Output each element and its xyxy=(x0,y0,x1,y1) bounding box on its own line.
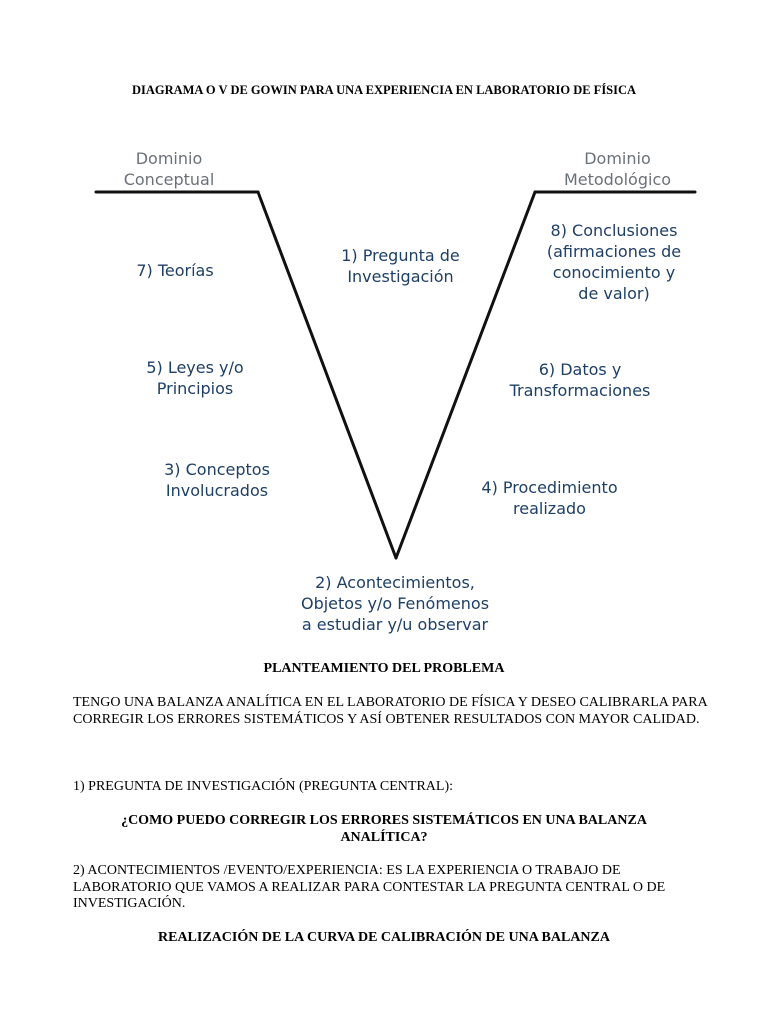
question-label: 1) PREGUNTA DE INVESTIGACIÓN (PREGUNTA CENTRAL): xyxy=(73,779,454,794)
calibration-heading: REALIZACIÓN DE LA CURVA DE CALIBRACIÓN DE UNA BALANZA xyxy=(158,930,610,945)
problem-paragraph: TENGO UNA BALANZA ANALÍTICA EN EL LABORATORIO DE FÍSICA Y DESEO CALIBRARLA PARA CORREGIR LOS ERRORES SISTEMÁTICOS Y ASÍ OBTENER RESULTADOS CON MAYOR CALIDAD. xyxy=(73,695,707,727)
label-datos: 6) Datos y Transformaciones xyxy=(509,360,651,400)
label-pregunta: 1) Pregunta de Investigación xyxy=(341,246,460,286)
label-procedimiento: 4) Procedimiento realizado xyxy=(481,478,618,518)
label-conceptos: 3) Conceptos Involucrados xyxy=(164,460,270,500)
central-question: ¿COMO PUEDO CORREGIR LOS ERRORES SISTEMÁTICOS EN UNA BALANZA ANALÍTICA? xyxy=(121,813,647,845)
label-teorias: 7) Teorías xyxy=(136,261,214,280)
domain-conceptual-label: Dominio Conceptual xyxy=(123,149,215,189)
domain-methodological-label: Dominio Metodológico xyxy=(563,149,672,189)
label-conclusiones: 8) Conclusiones (afirmaciones de conocimiento y de valor) xyxy=(546,221,682,303)
problem-heading: PLANTEAMIENTO DEL PROBLEMA xyxy=(263,661,505,676)
document-title: DIAGRAMA O V DE GOWIN PARA UNA EXPERIENCIA EN LABORATORIO DE FÍSICA xyxy=(131,83,637,97)
label-leyes: 5) Leyes y/o Principios xyxy=(146,358,244,398)
events-paragraph: 2) ACONTECIMIENTOS /EVENTO/EXPERIENCIA: ES LA EXPERIENCIA O TRABAJO DE LABORATORIO QUE VAMOS A REALIZAR PARA CONTESTAR LA PREGUNTA CENTRAL O DE INVESTIGACIÓN. xyxy=(73,863,666,911)
label-acontecimientos: 2) Acontecimientos, Objetos y/o Fenómenos a estudiar y/u observar xyxy=(300,573,490,634)
